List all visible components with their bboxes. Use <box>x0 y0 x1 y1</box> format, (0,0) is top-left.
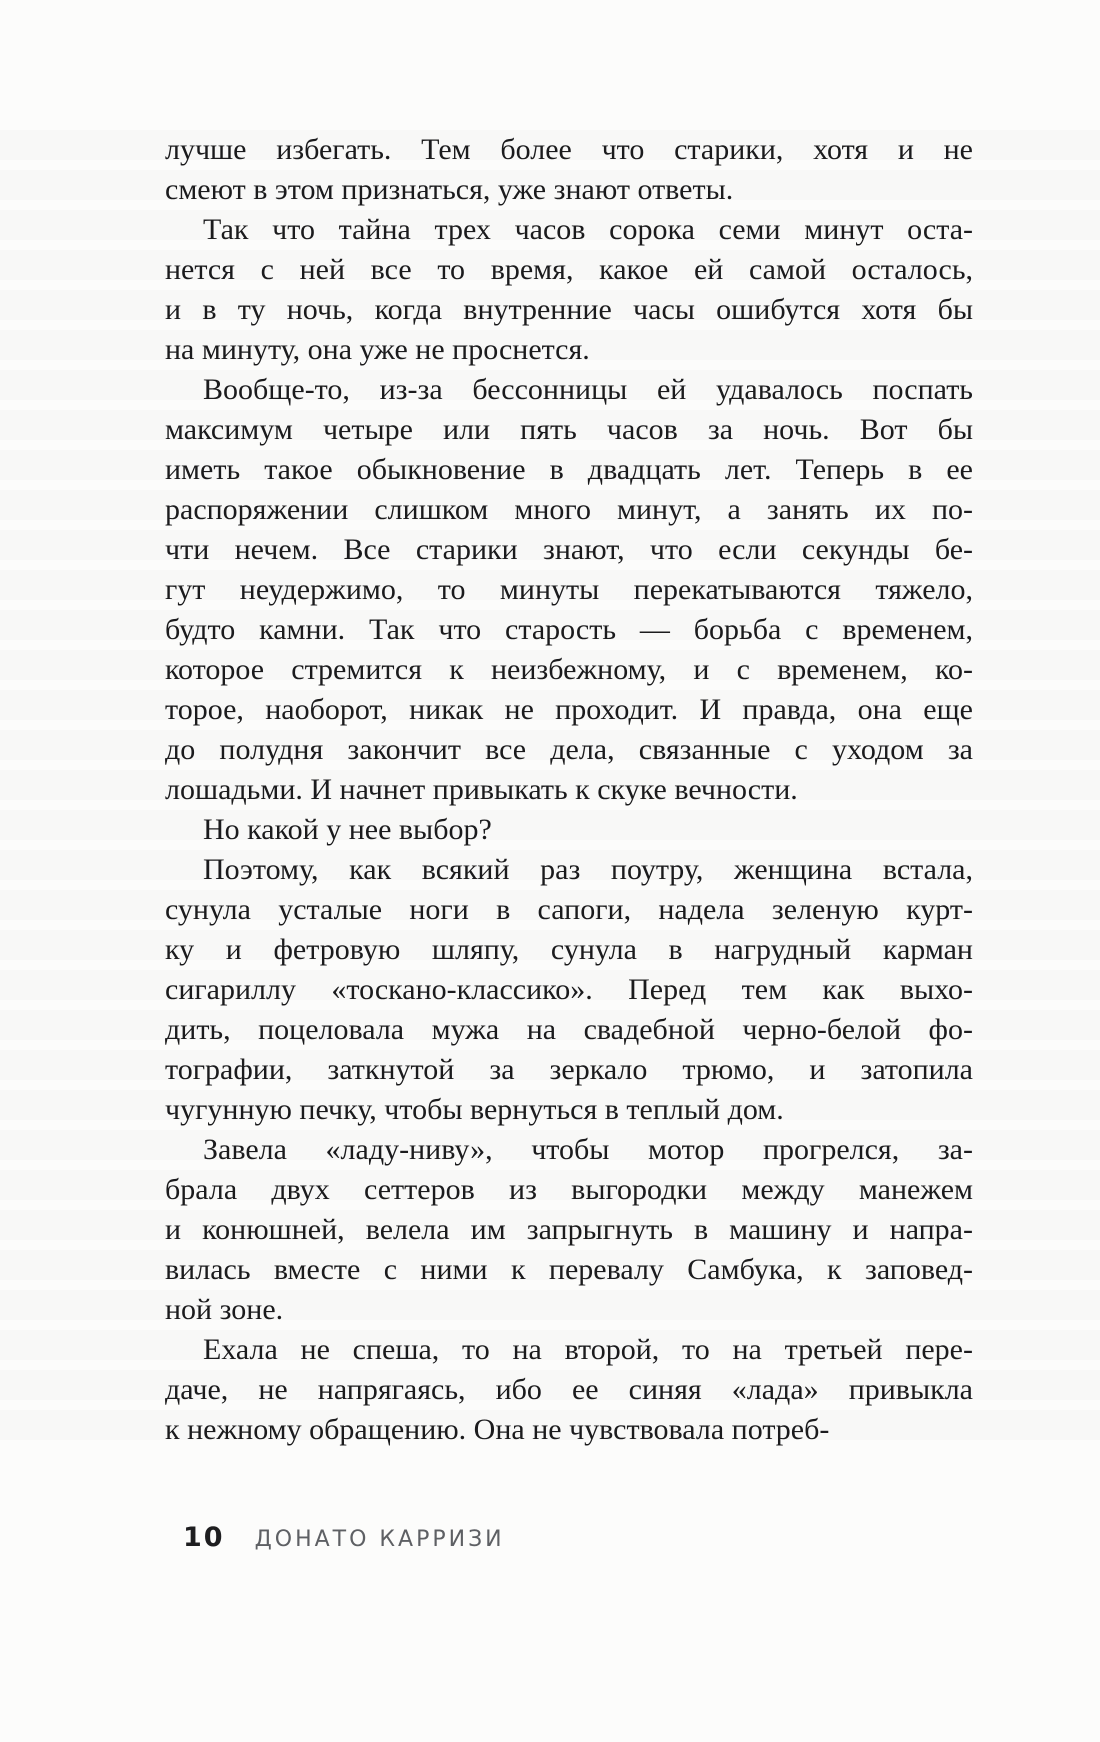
paragraph <box>165 850 973 1130</box>
text-line: торое, наоборот, никак не проходит. И правда, она еще <box>165 693 973 726</box>
page-footer <box>183 1522 505 1553</box>
text-line: брала двух сеттеров из выгородки между манежем <box>165 1173 973 1206</box>
text-line: нется с ней все то время, какое ей самой осталось, <box>165 253 973 286</box>
text-line: Так что тайна трех часов сорока семи минут оста- <box>203 213 973 246</box>
text-line: Но какой у нее выбор? <box>203 813 492 846</box>
text-line: Ехала не спеша, то на второй, то на третьей пере- <box>203 1333 973 1366</box>
text-line: Завела «ладу-ниву», чтобы мотор прогрелся, за- <box>203 1133 973 1166</box>
text-line: лучше избегать. Тем более что старики, хотя и не <box>165 133 973 166</box>
text-line: иметь такое обыкновение в двадцать лет. Теперь в ее <box>165 453 973 486</box>
paragraph <box>165 370 973 810</box>
page-number: 10 <box>183 1522 225 1553</box>
paragraph <box>165 210 973 370</box>
text-line: даче, не напрягаясь, ибо ее синяя «лада» привыкла <box>165 1373 973 1406</box>
text-line: будто камни. Так что старость — борьба с временем, <box>165 613 973 646</box>
text-line: дить, поцеловала мужа на свадебной черно-белой фо- <box>165 1013 973 1046</box>
text-line: максимум четыре или пять часов за ночь. Вот бы <box>165 413 973 446</box>
text-line: и конюшней, велела им запрыгнуть в машину и напра- <box>165 1213 973 1246</box>
text-line: и в ту ночь, когда внутренние часы ошибутся хотя бы <box>165 293 973 326</box>
text-line: гут неудержимо, то минуты перекатываются тяжело, <box>165 573 973 606</box>
text-line: до полудня закончит все дела, связанные с уходом за <box>165 733 973 766</box>
paragraph <box>165 1130 973 1330</box>
text-line: ной зоне. <box>165 1293 284 1326</box>
text-line: чти нечем. Все старики знают, что если секунды бе- <box>165 533 973 566</box>
text-line: смеют в этом признаться, уже знают ответы. <box>165 173 734 206</box>
page-text <box>165 130 973 1450</box>
text-line: лошадьми. И начнет привыкать к скуке вечности. <box>165 773 798 806</box>
text-line: которое стремится к неизбежному, и с временем, ко- <box>165 653 973 686</box>
text-line: Вообще-то, из-за бессонницы ей удавалось поспать <box>203 373 973 406</box>
text-line: сигариллу «тоскано-классико». Перед тем как выхо- <box>165 973 973 1006</box>
paragraph <box>165 130 973 210</box>
text-line: распоряжении слишком много минут, а занять их по- <box>165 493 973 526</box>
paragraph <box>165 1330 973 1450</box>
text-line: сунула усталые ноги в сапоги, надела зеленую курт- <box>165 893 973 926</box>
text-line: чугунную печку, чтобы вернуться в теплый дом. <box>165 1093 784 1126</box>
text-line: на минуту, она уже не проснется. <box>165 333 590 366</box>
text-line: тографии, заткнутой за зеркало трюмо, и затопила <box>165 1053 973 1086</box>
paragraph <box>165 810 973 850</box>
running-title-author: ДОНАТО КАРРИЗИ <box>254 1527 505 1552</box>
text-line: вилась вместе с ними к перевалу Самбука, к заповед- <box>165 1253 973 1286</box>
text-line: Поэтому, как всякий раз поутру, женщина встала, <box>203 853 973 886</box>
text-line: к нежному обращению. Она не чувствовала потреб- <box>165 1413 830 1446</box>
text-line: ку и фетровую шляпу, сунула в нагрудный карман <box>165 933 973 966</box>
